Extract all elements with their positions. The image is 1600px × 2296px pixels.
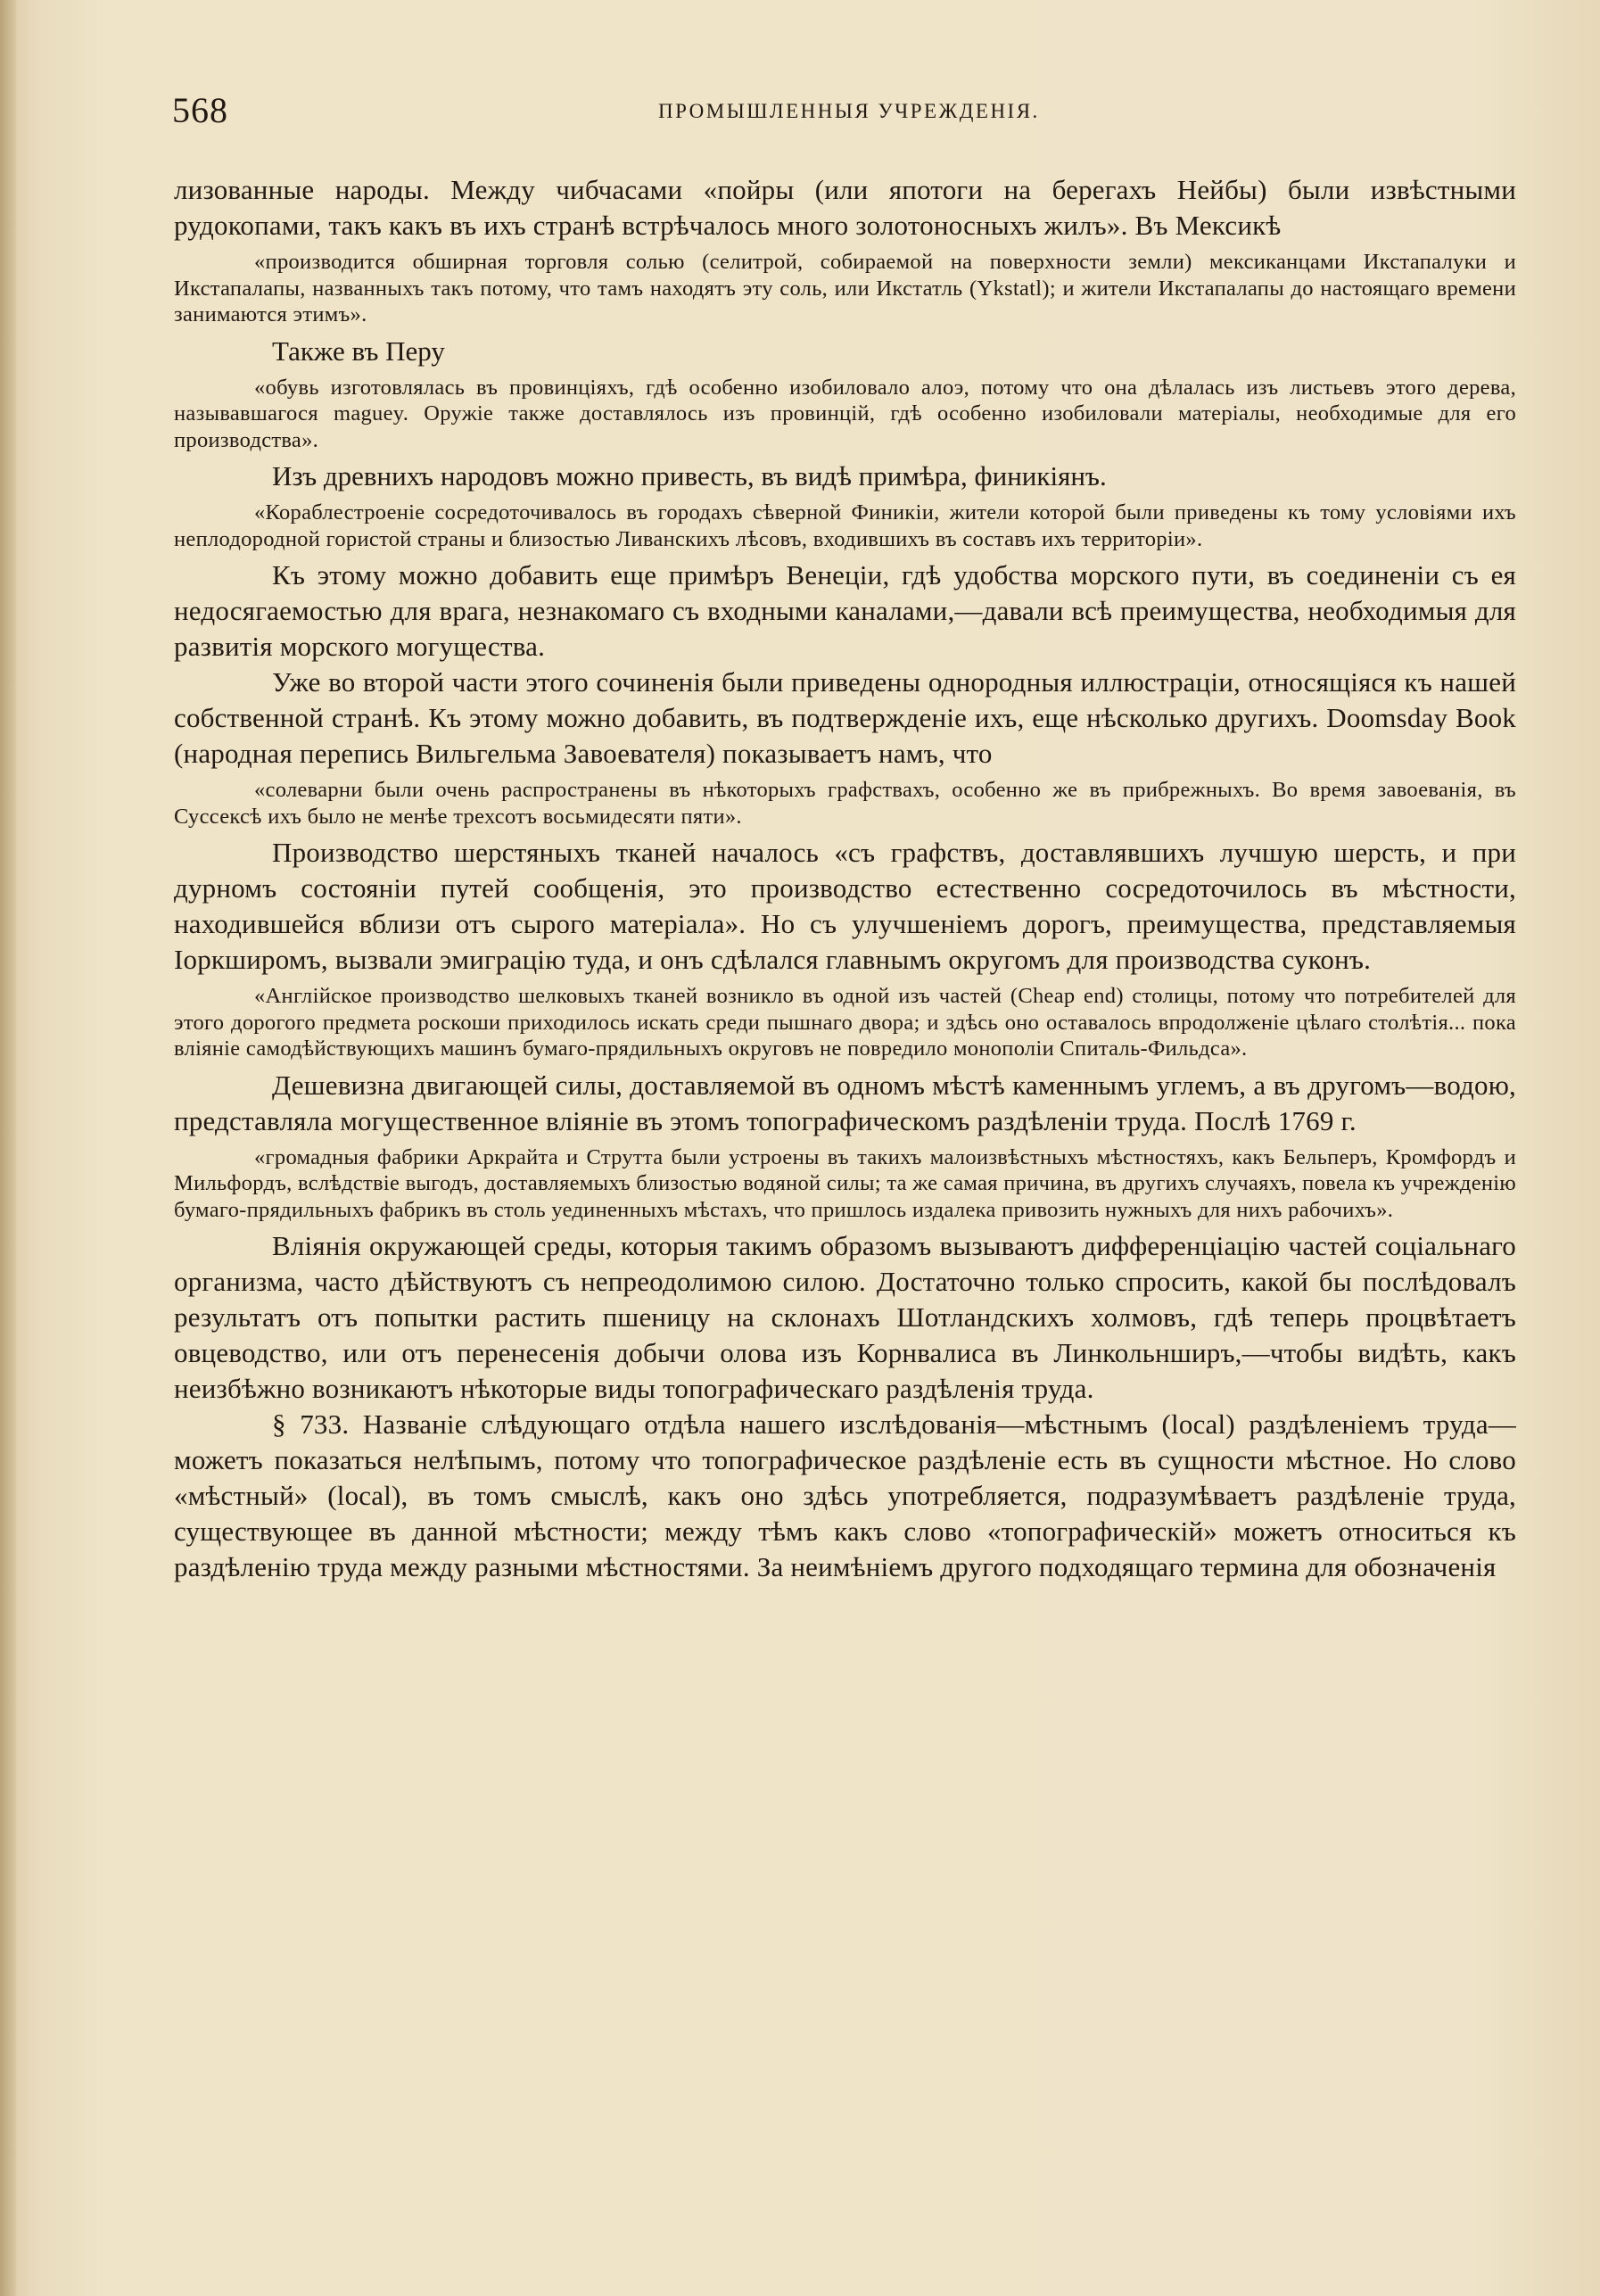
- page-body: [174, 172, 1516, 1585]
- page-number: 568: [172, 90, 228, 130]
- quotation: «Англійское производство шелковыхъ тканей возникло въ одной изъ частей (Cheap end) столицы, потому что потребителей для этого дорогого предмета роскоши приходилось искать среди пышнаго двора; и здѣсь оно оставалось впродолженіе цѣлаго столѣтія... пока вліяніе самодѣйствующихъ машинъ бумаго-прядильныхъ округовъ не повредило монополіи Спиталь-Фильдса».: [174, 984, 1516, 1061]
- binding-edge: [0, 0, 16, 2296]
- paragraph: лизованные народы. Между чибчасами «пойры (или япотоги на берегахъ Нейбы) были извѣстными рудокопами, такъ какъ въ ихъ странѣ встрѣчалось много золотоносныхъ жилъ». Въ Мексикѣ: [174, 174, 1516, 241]
- quotation: «производится обширная торговля солью (селитрой, собираемой на поверхности земли) мексиканцами Икстапалуки и Икстапалапы, названныхъ такъ потому, что тамъ находятъ эту соль, или Икстатль (Ykstatl); и жители Икстапалапы до настоящаго времени занимаются этимъ».: [174, 250, 1516, 326]
- paragraph: Вліянія окружающей среды, которыя такимъ образомъ вызываютъ дифференціацію частей соціальнаго организма, часто дѣйствуютъ съ непреодолимою силою. Достаточно только спросить, какой бы послѣдовалъ результатъ отъ попытки растить пшеницу на склонахъ Шотландскихъ холмовъ, гдѣ теперь процвѣтаетъ овцеводство, или отъ перенесенія добычи олова изъ Корнвалиса въ Линкольнширъ,—чтобы видѣть, какъ неизбѣжно возникаютъ нѣкоторые виды топографическаго раздѣленія труда.: [174, 1230, 1516, 1404]
- paragraph: Дешевизна двигающей силы, доставляемой въ одномъ мѣстѣ каменнымъ углемъ, а въ другомъ—водою, представляла могущественное вліяніе въ этомъ топографическомъ раздѣленіи труда. Послѣ 1769 г.: [174, 1069, 1516, 1136]
- running-title: ПРОМЫШЛЕННЫЯ УЧРЕЖДЕНІЯ.: [658, 100, 1040, 122]
- paragraph: Уже во второй части этого сочиненія были приведены однородныя иллюстраціи, относящіяся къ нашей собственной странѣ. Къ этому можно добавить, въ подтвержденіе ихъ, еще нѣсколько другихъ. Doomsday Book (народная перепись Вильгельма Завоевателя) показываетъ намъ, что: [174, 666, 1516, 769]
- quotation: «громадныя фабрики Аркрайта и Струтта были устроены въ такихъ малоизвѣстныхъ мѣстностяхъ, какъ Бельперъ, Кромфордъ и Мильфордъ, вслѣдствіе выгодъ, доставляемыхъ близостью водяной силы; та же самая причина, въ другихъ случаяхъ, повела къ учрежденію бумаго-прядильныхъ фабрикъ въ столь уединенныхъ мѣстахъ, что пришлось издалека привозить нужныхъ для нихъ рабочихъ».: [174, 1144, 1516, 1222]
- quotation: «Кораблестроеніе сосредоточивалось въ городахъ сѣверной Финикіи, жители которой были приведены къ тому условіями ихъ неплодородной гористой страны и близостью Ливанскихъ лѣсовъ, входившихъ въ составъ ихъ территоріи».: [174, 500, 1516, 551]
- quotation: «солеварни были очень распространены въ нѣкоторыхъ графствахъ, особенно же въ прибрежныхъ. Во время завоеванія, въ Суссексѣ ихъ было не менѣе трехсотъ восьмидесяти пяти».: [174, 778, 1516, 829]
- quotation: «обувь изготовлялась въ провинціяхъ, гдѣ особенно изобиловало алоэ, потому что она дѣлалась изъ листьевъ этого дерева, называвшагося maguey. Оружіе также доставлялось изъ провинцій, гдѣ особенно изобиловали матеріалы, необходимые для его производства».: [174, 375, 1516, 452]
- paragraph: Производство шерстяныхъ тканей началось «съ графствъ, доставлявшихъ лучшую шерсть, и при дурномъ состояніи путей сообщенія, это производство естественно сосредоточилось въ мѣстности, находившейся вблизи отъ сырого матеріала». Но съ улучшеніемъ дорогъ, преимущества, представляемыя Іоркширомъ, вызвали эмиграцію туда, и онъ сдѣлался главнымъ округомъ для производства суконъ.: [174, 837, 1516, 975]
- lead-in-line: Также въ Перу: [272, 334, 445, 367]
- section-paragraph: § 733. Названіе слѣдующаго отдѣла нашего изслѣдованія—мѣстнымъ (local) раздѣленіемъ труда—можетъ показаться нелѣпымъ, потому что топографическое раздѣленіе есть въ сущности мѣстное. Но слово «мѣстный» (local), въ томъ смыслѣ, какъ оно здѣсь употребляется, подразумѣваетъ раздѣленіе труда, существующее въ данной мѣстности; между тѣмъ какъ слово «топографическій» можетъ относиться къ раздѣленію труда между разными мѣстностями. За неимѣніемъ другого подходящаго термина для обозначенія: [174, 1408, 1516, 1582]
- page-header: [172, 89, 1519, 134]
- lead-in-line: Изъ древнихъ народовъ можно привесть, въ видѣ примѣра, финикіянъ.: [272, 460, 1107, 491]
- paragraph: Къ этому можно добавить еще примѣръ Венеціи, гдѣ удобства морского пути, въ соединеніи съ ея недосягаемостью для врага, незнакомаго съ входными каналами,—давали всѣ преимущества, необходимыя для развитія морского могущества.: [174, 559, 1516, 662]
